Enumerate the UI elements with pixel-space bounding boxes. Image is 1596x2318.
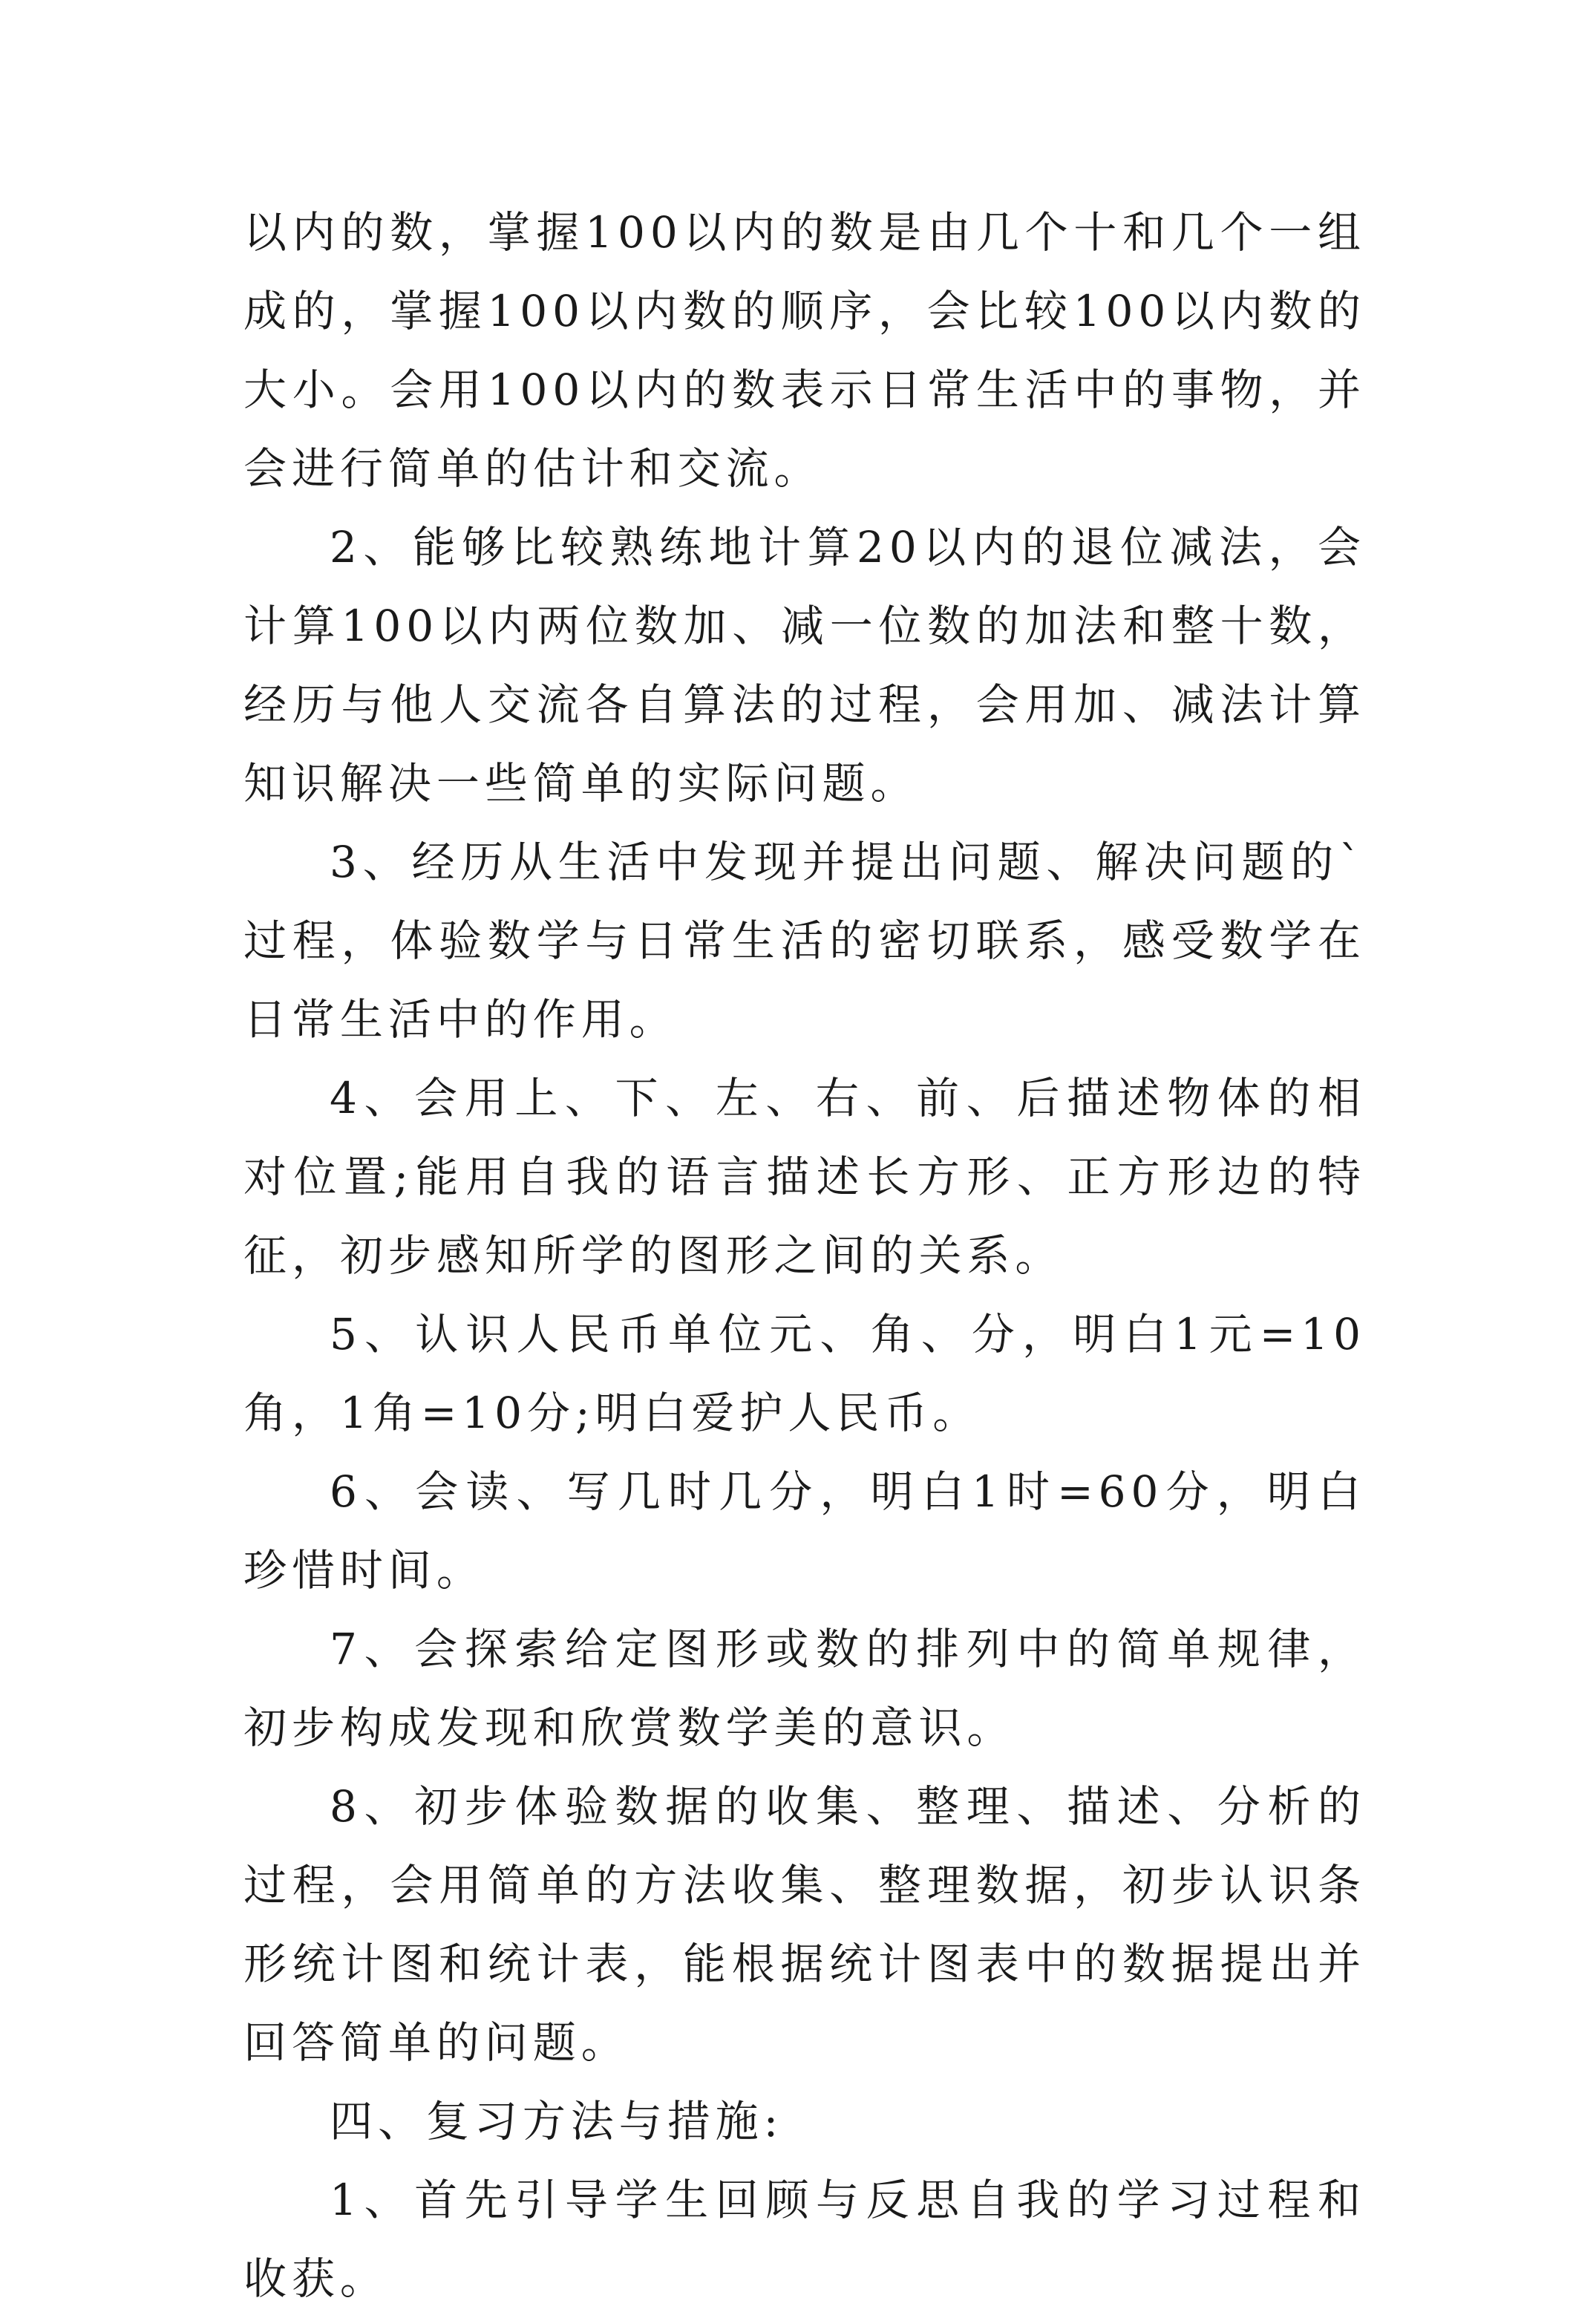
- paragraph-item-5: 5、认识人民币单位元、角、分，明白1元=10角，1角=10分;明白爱护人民币。: [243, 1309, 1366, 1438]
- paragraph-item-3: 3、经历从生活中发现并提出问题、解决问题的`过程，体验数学与日常生活的密切联系，感受数学在日常生活中的作用。: [243, 837, 1366, 1045]
- document-body: [243, 193, 1366, 2318]
- paragraph-item-2: 2、能够比较熟练地计算20以内的退位减法，会计算100以内两位数加、减一位数的加法和整十数，经历与他人交流各自算法的过程，会用加、减法计算知识解决一些简单的实际问题。: [243, 522, 1366, 809]
- paragraph-item-8: 8、初步体验数据的收集、整理、描述、分析的过程，会用简单的方法收集、整理数据，初步认识条形统计图和统计表，能根据统计图表中的数据提出并回答简单的问题。: [243, 1781, 1366, 2068]
- paragraph-item-6: 6、会读、写几时几分，明白1时=60分，明白珍惜时间。: [243, 1466, 1366, 1596]
- paragraph-item-4: 4、会用上、下、左、右、前、后描述物体的相对位置;能用自我的语言描述长方形、正方形边的特征，初步感知所学的图形之间的关系。: [243, 1073, 1366, 1281]
- section-heading: 四、复习方法与措施:: [330, 2096, 784, 2146]
- paragraph-continuation: 以内的数，掌握100以内的数是由几个十和几个一组成的，掌握100以内数的顺序，会比较100以内数的大小。会用100以内的数表示日常生活中的事物，并会进行简单的估计和交流。: [243, 207, 1366, 494]
- paragraph-item-7: 7、会探索给定图形或数的排列中的简单规律，初步构成发现和欣赏数学美的意识。: [243, 1624, 1366, 1753]
- paragraph-method-1: 1、首先引导学生回顾与反思自我的学习过程和收获。: [243, 2175, 1366, 2304]
